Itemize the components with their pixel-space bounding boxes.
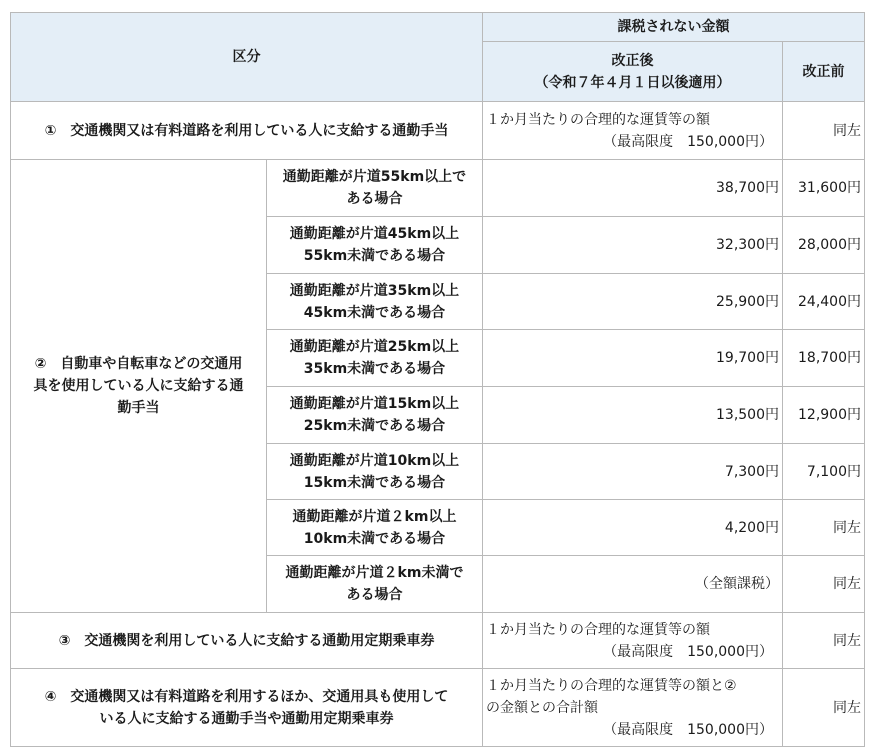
distance-after: 19,700円 bbox=[483, 330, 783, 387]
header-after-line2: （令和７年４月１日以後適用） bbox=[534, 74, 731, 91]
distance-label-line1: 通勤距離が片道35km以上 bbox=[289, 282, 460, 299]
row1-label: ① 交通機関又は有料道路を利用している人に支給する通勤手当 bbox=[11, 102, 483, 160]
distance-label-line2: ある場合 bbox=[346, 191, 403, 207]
table-row-1 bbox=[11, 102, 865, 160]
distance-label bbox=[267, 217, 483, 274]
row3-after-line1: １か月当たりの合理的な運賃等の額 bbox=[486, 621, 710, 638]
distance-label bbox=[267, 556, 483, 613]
distance-after: 4,200円 bbox=[483, 500, 783, 556]
row3-label: ③ 交通機関を利用している人に支給する通勤用定期乗車券 bbox=[11, 613, 483, 669]
distance-label-line2: 25km未満である場合 bbox=[303, 418, 446, 434]
commuting-allowance-table bbox=[10, 12, 865, 747]
table-row-3 bbox=[11, 613, 865, 669]
distance-label bbox=[267, 274, 483, 330]
distance-label-line1: 通勤距離が片道２km以上 bbox=[292, 508, 457, 525]
row1-after bbox=[483, 102, 783, 160]
row4-label-line1: ④ 交通機関又は有料道路を利用するほか、交通用具も使用して bbox=[44, 688, 449, 705]
distance-after: 13,500円 bbox=[483, 387, 783, 444]
distance-after: 25,900円 bbox=[483, 274, 783, 330]
distance-before: 18,700円 bbox=[783, 330, 865, 387]
distance-before: 28,000円 bbox=[783, 217, 865, 274]
distance-label-line2: ある場合 bbox=[346, 587, 403, 603]
row2-label bbox=[11, 160, 267, 613]
distance-label-line1: 通勤距離が片道45km以上 bbox=[289, 226, 460, 242]
commuting-allowance-table-container bbox=[10, 12, 865, 747]
row4-after-line3: （最高限度 150,000円） bbox=[603, 721, 773, 738]
row3-after-line2: （最高限度 150,000円） bbox=[603, 643, 773, 660]
row4-label bbox=[11, 669, 483, 747]
distance-after: （全額課税） bbox=[483, 556, 783, 613]
header-nontaxable: 課税されない金額 bbox=[483, 13, 865, 42]
table-row-4 bbox=[11, 669, 865, 747]
distance-after: 38,700円 bbox=[483, 160, 783, 217]
row2-label-line2: 具を使用している人に支給する通 bbox=[33, 378, 244, 394]
distance-label bbox=[267, 160, 483, 217]
distance-label bbox=[267, 500, 483, 556]
distance-label-line1: 通勤距離が片道２km未満で bbox=[285, 565, 464, 581]
distance-before: 7,100円 bbox=[783, 444, 865, 500]
distance-label-line2: 15km未満である場合 bbox=[303, 474, 446, 491]
distance-label-line1: 通勤距離が片道15km以上 bbox=[289, 396, 460, 412]
table-row-2-1 bbox=[11, 160, 865, 217]
row4-before: 同左 bbox=[783, 669, 865, 747]
distance-label bbox=[267, 387, 483, 444]
distance-label bbox=[267, 444, 483, 500]
distance-before: 同左 bbox=[783, 500, 865, 556]
distance-label bbox=[267, 330, 483, 387]
distance-label-line1: 通勤距離が片道25km以上 bbox=[289, 339, 460, 355]
row1-before: 同左 bbox=[783, 102, 865, 160]
distance-label-line2: 55km未満である場合 bbox=[303, 248, 446, 264]
row4-after-line2: の金額との合計額 bbox=[486, 699, 598, 716]
header-row-1 bbox=[11, 13, 865, 42]
distance-label-line2: 10km未満である場合 bbox=[303, 530, 446, 547]
row4-label-line2: いる人に支給する通勤手当や通勤用定期乗車券 bbox=[99, 710, 394, 727]
row2-label-line3: 勤手当 bbox=[117, 400, 160, 416]
header-after-line1: 改正後 bbox=[611, 52, 654, 69]
header-category: 区分 bbox=[11, 13, 483, 102]
row1-after-line1: １か月当たりの合理的な運賃等の額 bbox=[486, 111, 710, 128]
row4-after-line1: １か月当たりの合理的な運賃等の額と② bbox=[486, 677, 737, 694]
header-after-revision bbox=[483, 42, 783, 102]
distance-before: 12,900円 bbox=[783, 387, 865, 444]
distance-label-line1: 通勤距離が片道55km以上で bbox=[282, 169, 467, 185]
distance-after: 7,300円 bbox=[483, 444, 783, 500]
distance-label-line2: 45km未満である場合 bbox=[303, 304, 446, 321]
row3-before: 同左 bbox=[783, 613, 865, 669]
row1-after-line2: （最高限度 150,000円） bbox=[603, 133, 773, 150]
header-before-revision: 改正前 bbox=[783, 42, 865, 102]
distance-before: 31,600円 bbox=[783, 160, 865, 217]
row3-after bbox=[483, 613, 783, 669]
row4-after bbox=[483, 669, 783, 747]
row2-label-line1: ② 自動車や自転車などの交通用 bbox=[34, 356, 243, 372]
distance-before: 24,400円 bbox=[783, 274, 865, 330]
distance-label-line2: 35km未満である場合 bbox=[303, 361, 446, 377]
distance-after: 32,300円 bbox=[483, 217, 783, 274]
distance-label-line1: 通勤距離が片道10km以上 bbox=[289, 452, 460, 469]
distance-before: 同左 bbox=[783, 556, 865, 613]
